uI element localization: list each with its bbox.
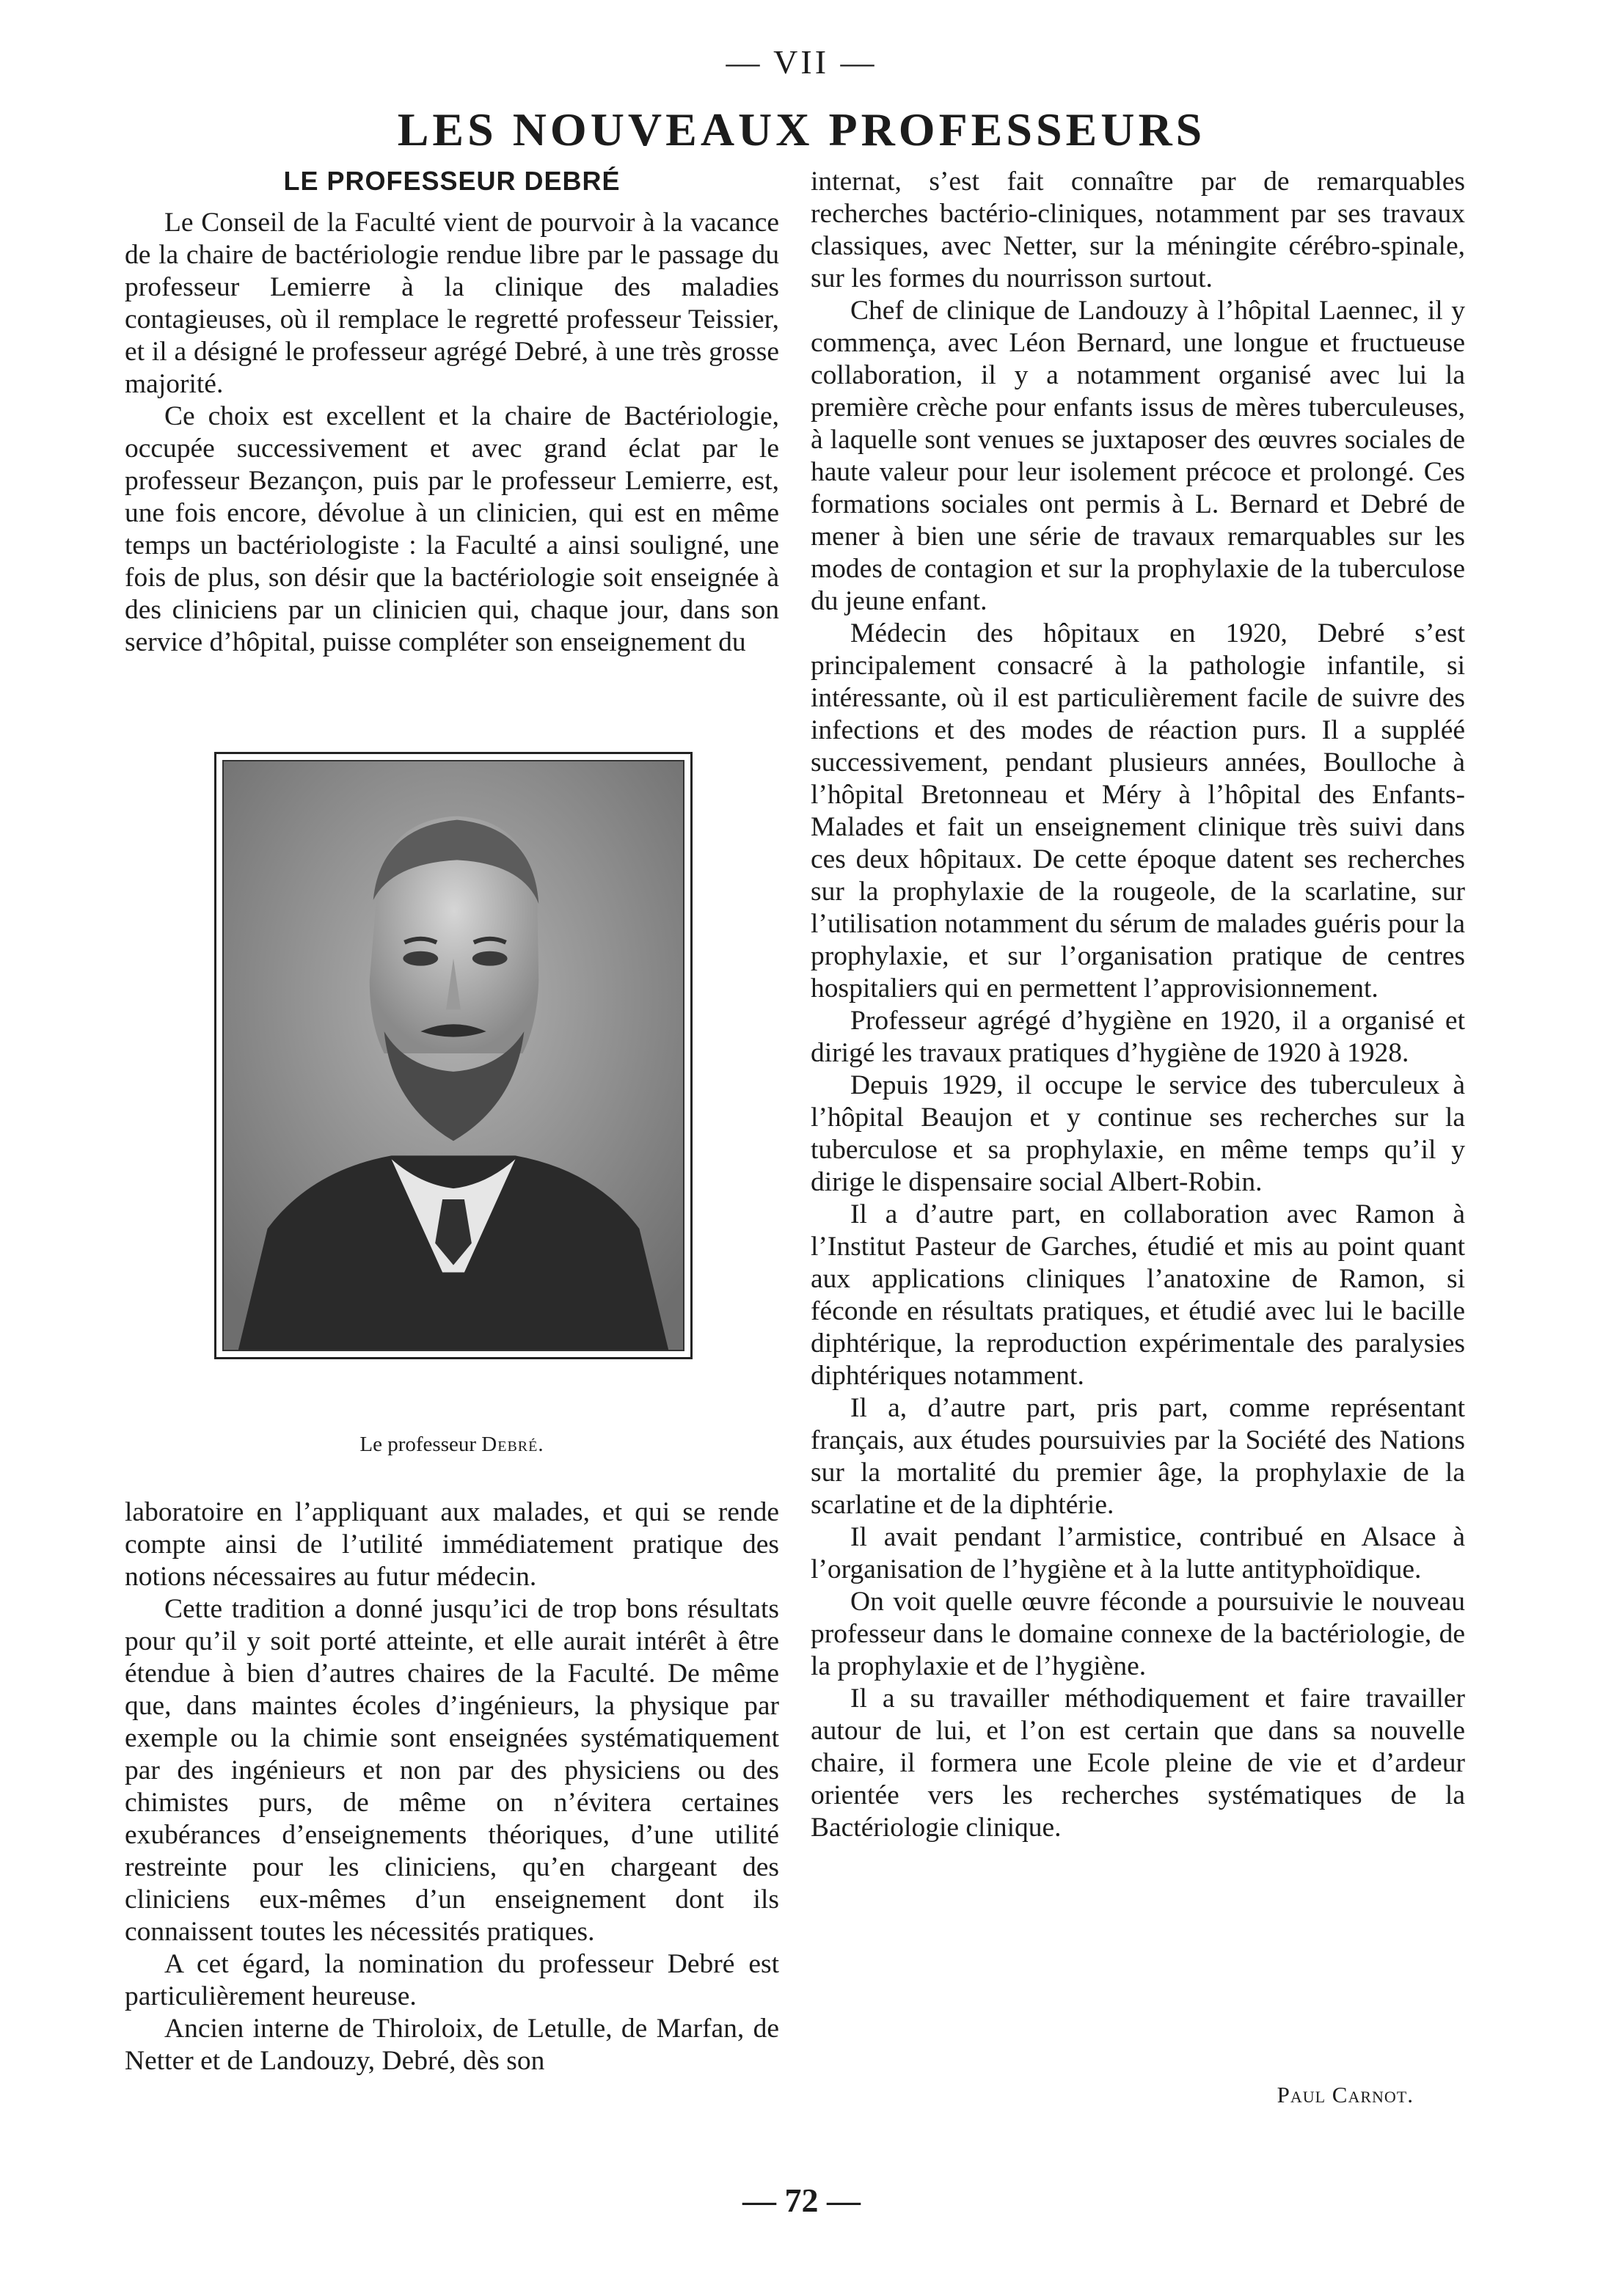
paragraph: Il a d’autre part, en collaboration avec Ramon à l’Institut Pasteur de Garches, étudié et mis au point quant aux applications cliniques l’anatoxine de Ramon, si féconde en résultats pratiques, et étudié avec lui le bacille diphtérique, la reproduction expérimentale des paralysies diphtériques notamment. [811, 1199, 1465, 1391]
page-number: — 72 — [742, 2182, 861, 2219]
paragraph: Il avait pendant l’armistice, contribué en Alsace à l’organisation de l’hygiène et à la lutte antityphoïdique. [811, 1522, 1465, 1584]
left-column-top [125, 207, 779, 659]
page-folio-top: — VII — [726, 43, 877, 81]
photo-caption-prefix: Le professeur [359, 1433, 477, 1456]
paragraph: Il a, d’autre part, pris part, comme représentant français, aux études poursuivies par la Société des Nations sur la mortalité du premier âge, la prophylaxie de la scarlatine et de la diphtérie. [811, 1393, 1465, 1520]
portrait-photograph-icon [224, 761, 683, 1350]
paragraph: Ancien interne de Thiroloix, de Letulle, de Marfan, de Netter et de Landouzy, Debré, dès son [125, 2014, 779, 2076]
author-signature: Paul Carnot. [1277, 2082, 1414, 2107]
paragraph: Depuis 1929, il occupe le service des tuberculeux à l’hôpital Beaujon et y continue ses recherches sur la tuberculose et sa prophylaxie, en même temps qu’il y dirige le dispensaire social Albert-Robin. [811, 1070, 1465, 1197]
paragraph: Ce choix est excellent et la chaire de Bactériologie, occupée successivement et avec grand éclat par le professeur Bezançon, puis par le professeur Lemierre, est, une fois encore, dévolue à un clinicien, qui est en même temps un bactériologiste : la Faculté a ainsi souligné, une fois de plus, son désir que la bactériologie soit enseignée à des cliniciens par un clinicien qui, chaque jour, dans son service d’hôpital, puisse compléter son enseignement du [125, 401, 779, 657]
paragraph: Il a su travailler méthodiquement et faire travailler autour de lui, et l’on est certain que dans sa nouvelle chaire, il formera une Ecole pleine de vie et d’ardeur orientée vers les recherches systématiques de la Bactériologie clinique. [811, 1683, 1465, 1843]
left-column-bottom [125, 1496, 779, 2077]
page-title: LES NOUVEAUX PROFESSEURS [397, 103, 1206, 156]
article-subtitle: LE PROFESSEUR DEBRÉ [283, 166, 621, 196]
paragraph: Médecin des hôpitaux en 1920, Debré s’est principalement consacré à la pathologie infantile, si intéressante, où il est particulièrement facile de suivre des infections et des modes de réaction purs. Il a suppléé successivement, pendant plusieurs années, Boulloche à l’hôpital Bretonneau et Méry à l’hôpital des Enfants-Malades et fait un enseignement clinique très suivi dans ces deux hôpitaux. De cette époque datent ses recherches sur la prophylaxie de la rougeole, de la scarlatine, sur l’utilisation notamment du sérum de malades guéris pour la prophylaxie, et sur l’organisation pratique de centres hospitaliers qui en permettent l’approvisionnement. [811, 618, 1465, 1003]
paragraph: Le Conseil de la Faculté vient de pourvoir à la vacance de la chaire de bactériologie rendue libre par le passage du professeur Lemierre à la clinique des maladies contagieuses, où il remplace le regretté professeur Teissier, et il a désigné le professeur agrégé Debré, à une très grosse majorité. [125, 208, 779, 399]
photo-caption [125, 1433, 779, 1457]
paragraph: A cet égard, la nomination du professeur Debré est particulièrement heureuse. [125, 1949, 779, 2011]
portrait-photo [214, 752, 693, 1359]
right-column [811, 166, 1465, 1844]
paragraph: On voit quelle œuvre féconde a poursuivie le nouveau professeur dans le domaine connexe de la bactériologie, de la prophylaxie et de l’hygiène. [811, 1587, 1465, 1681]
photo-caption-name: Debré. [481, 1433, 544, 1456]
paragraph: internat, s’est fait connaître par de remarquables recherches bactério-cliniques, notamment par ses travaux classiques, avec Netter, sur la méningite cérébro-spinale, sur les formes du nourrisson surtout. [811, 167, 1465, 293]
paragraph: Cette tradition a donné jusqu’ici de trop bons résultats pour qu’il y soit porté atteinte, et elle aurait intérêt à être étendue à bien d’autres chaires de la Faculté. De même que, dans maintes écoles d’ingénieurs, la physique par exemple ou la chimie sont enseignées systématiquement par des ingénieurs et non par des physiciens ou des chimistes purs, de même on n’évitera certaines exubérances d’enseignements théoriques, d’une utilité restreinte pour les cliniciens, qu’en chargeant des cliniciens eux-mêmes d’un enseignement dont ils connaissent toutes les nécessités pratiques. [125, 1594, 779, 1947]
paragraph: Professeur agrégé d’hygiène en 1920, il a organisé et dirigé les travaux pratiques d’hygiène de 1920 à 1928. [811, 1006, 1465, 1068]
paragraph: Chef de clinique de Landouzy à l’hôpital Laennec, il y commença, avec Léon Bernard, une longue et fructueuse collaboration, il y a notamment organisé avec lui la première crèche pour enfants issus de mères tuberculeuses, à laquelle sont venues se juxtaposer des œuvres sociales de haute valeur pour leur isolement précoce et prolongé. Ces formations sociales ont permis à L. Bernard et Debré de mener à bien une série de travaux remarquables sur les modes de contagion et sur la prophylaxie de la tuberculose du jeune enfant. [811, 296, 1465, 616]
paragraph: laboratoire en l’appliquant aux malades, et qui se rende compte ainsi de l’utilité immédiatement pratique des notions nécessaires au futur médecin. [125, 1497, 779, 1592]
